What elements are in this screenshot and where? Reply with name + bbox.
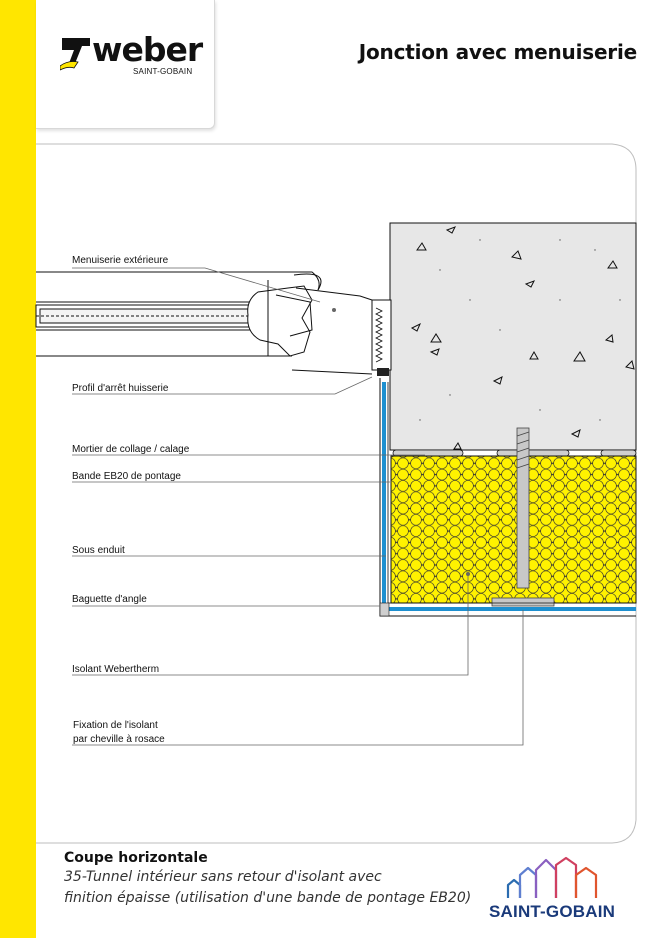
caption-line-1: 35-Tunnel intérieur sans retour d'isolant avec <box>64 869 382 885</box>
callout-window-frame: Menuiserie extérieure <box>72 255 169 266</box>
saint-gobain-logo-icon <box>508 858 596 898</box>
callout-fixation-line2: par cheville à rosace <box>73 734 165 745</box>
callout-insulation: Isolant Webertherm <box>72 664 160 675</box>
window-frame <box>36 272 372 374</box>
weber-logo-subtext: SAINT-GOBAIN <box>133 67 193 76</box>
callout-glue-mortar: Mortier de collage / calage <box>72 444 190 455</box>
glue-mortar-pads <box>393 450 636 456</box>
weber-logo-text: weber <box>92 30 203 69</box>
callout-bridging-tape: Bande EB20 de pontage <box>72 471 181 482</box>
caption-title: Coupe horizontale <box>64 850 208 866</box>
saint-gobain-logo-text: SAINT-GOBAIN <box>489 902 616 921</box>
page-title: Jonction avec menuiserie <box>358 40 637 64</box>
insulation-block <box>391 456 636 603</box>
corner-bead <box>380 603 389 616</box>
callout-corner-bead: Baguette d'angle <box>72 594 147 605</box>
callout-stop-profile: Profil d'arrêt huisserie <box>72 383 169 394</box>
window-stop-profile <box>372 300 391 376</box>
caption-line-2: finition épaisse (utilisation d'une bande de pontage EB20) <box>64 890 472 906</box>
concrete-wall <box>390 223 636 450</box>
callout-base-render: Sous enduit <box>72 545 125 556</box>
callout-fixation-line1: Fixation de l'isolant <box>73 720 158 731</box>
